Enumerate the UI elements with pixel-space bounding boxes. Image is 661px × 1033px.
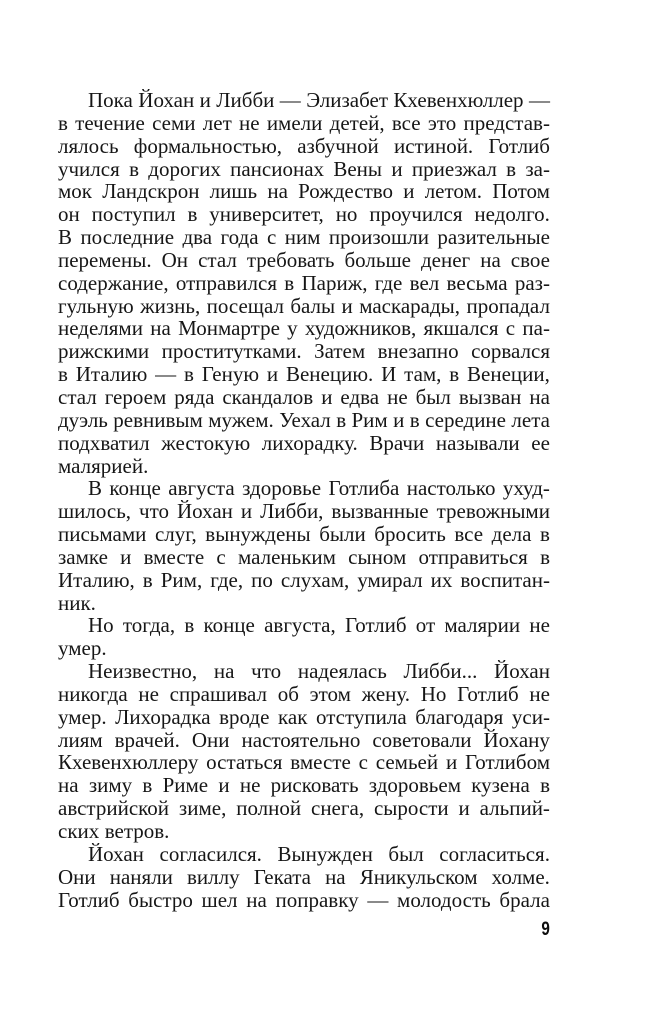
text-line	[58, 820, 550, 843]
word: Ландскрон	[102, 179, 200, 204]
word: и	[391, 156, 403, 181]
word: у	[287, 316, 298, 341]
word: героем	[104, 384, 167, 409]
word: истиной.	[393, 133, 474, 158]
word: воспитан-	[460, 567, 550, 592]
word: Пока	[88, 88, 133, 112]
word: в	[506, 156, 517, 181]
word: свое	[510, 247, 550, 272]
word: лет	[202, 110, 232, 135]
word: был	[388, 841, 424, 866]
word: на	[480, 247, 501, 272]
word: детей,	[329, 110, 385, 135]
word: тогда,	[122, 613, 176, 638]
word: на	[150, 316, 171, 341]
word: Йохан	[176, 499, 233, 524]
word: Рим	[351, 407, 388, 432]
word: вел	[409, 270, 440, 295]
text-line	[58, 432, 550, 455]
word: с	[358, 750, 368, 775]
word: Италию	[75, 362, 148, 387]
word: не	[387, 384, 408, 409]
text-line	[58, 112, 550, 135]
word: два	[182, 225, 213, 250]
word: Монмартре	[178, 316, 280, 341]
text-line	[58, 683, 550, 706]
text-line	[58, 546, 550, 569]
word: летом.	[424, 179, 483, 204]
word: он	[58, 202, 80, 227]
word: маленьким	[237, 544, 336, 569]
word: в	[58, 110, 68, 135]
word: августа	[168, 476, 235, 501]
word: весьма	[446, 270, 508, 295]
text-line	[58, 135, 550, 158]
word: и	[266, 362, 279, 387]
word: этом	[309, 681, 351, 706]
word: Готлиб	[488, 133, 550, 158]
word: дорогих	[148, 156, 221, 181]
word: маскарады,	[359, 293, 461, 318]
word: австрийской	[58, 796, 170, 821]
word: был	[415, 384, 451, 409]
word: Италию,	[58, 567, 135, 592]
text-line	[58, 523, 550, 546]
word: Йохан	[138, 88, 195, 112]
page-number: 9	[541, 918, 550, 940]
word: не	[239, 110, 260, 135]
word: жену.	[361, 681, 411, 706]
text-line	[58, 226, 550, 249]
word: Венецию.	[285, 362, 374, 387]
word: что	[251, 659, 282, 684]
word: вроде	[219, 704, 270, 729]
word: Йохану	[483, 727, 550, 752]
word: дуэль	[58, 407, 108, 432]
word: произошли	[328, 225, 429, 250]
text-line	[58, 455, 550, 478]
word: на	[529, 384, 550, 409]
word: Но	[88, 613, 114, 638]
text-line	[58, 386, 550, 409]
word: Они	[58, 864, 96, 889]
text-line	[58, 614, 550, 637]
word: Йохан	[88, 841, 144, 866]
word: брала	[499, 887, 550, 912]
word: на	[246, 887, 267, 912]
text-line	[58, 158, 550, 181]
word: художников,	[304, 316, 417, 341]
word: недолго.	[474, 202, 550, 227]
text-line	[58, 866, 550, 889]
word: слухам,	[280, 567, 350, 592]
word: лялось	[58, 133, 119, 158]
word: как	[278, 704, 308, 729]
word: на	[213, 659, 235, 684]
word: сыном	[348, 544, 407, 569]
word: и	[393, 407, 405, 432]
word: быстро	[128, 887, 193, 912]
word: что	[139, 499, 169, 524]
word: подхватил	[58, 430, 150, 455]
word: Лихорадка	[115, 704, 211, 729]
word: с	[505, 316, 516, 341]
word: учился	[58, 156, 120, 181]
word: это	[427, 110, 457, 135]
word: Неизвестно,	[88, 659, 198, 684]
word: И	[381, 362, 397, 387]
word: не	[138, 681, 159, 706]
word: их	[430, 567, 453, 592]
paragraph	[58, 843, 550, 912]
word: Готлиб	[58, 887, 120, 912]
word: Элизабет	[306, 88, 389, 112]
word: и	[403, 179, 415, 204]
word: внезапно	[377, 339, 459, 364]
word: и	[240, 499, 253, 524]
word: с	[216, 544, 226, 569]
text-line	[58, 363, 550, 386]
word: в	[540, 522, 550, 547]
word: спрашивал	[169, 681, 268, 706]
word: конце	[203, 613, 255, 638]
text-line	[58, 569, 550, 592]
word: Он	[161, 247, 189, 272]
word: Вены	[333, 156, 383, 181]
word: ских	[58, 819, 100, 843]
word: и	[218, 773, 230, 798]
word: об	[277, 681, 299, 706]
word: и	[199, 88, 211, 112]
word: и	[445, 750, 458, 775]
word: зиму	[88, 773, 133, 798]
word: ряда	[174, 384, 215, 409]
word: Готлиба	[328, 476, 400, 501]
word: балы	[290, 293, 336, 318]
word: Париж,	[301, 270, 368, 295]
word: лета	[511, 407, 550, 432]
text-line	[58, 706, 550, 729]
word: —	[528, 88, 550, 112]
text-line	[58, 340, 550, 363]
word: благодаря	[415, 704, 504, 729]
word: по	[251, 567, 273, 592]
word: ник.	[58, 590, 96, 615]
word: Яникульском	[359, 864, 478, 889]
word: неделями	[58, 316, 143, 341]
word: содержание,	[58, 270, 169, 295]
word: гульную	[58, 293, 134, 318]
word: остаться	[206, 750, 283, 775]
word: виллу	[187, 864, 240, 889]
text-line	[58, 774, 550, 797]
word: там,	[404, 362, 442, 387]
word: Либби	[216, 88, 275, 112]
word: Геката	[253, 864, 311, 889]
word: университет,	[209, 202, 324, 227]
word: вместе	[143, 544, 205, 569]
word: на	[267, 179, 288, 204]
word: советовали	[372, 727, 472, 752]
word: больше	[344, 247, 411, 272]
word: формальностью,	[133, 133, 283, 158]
text-line	[58, 500, 550, 523]
text-line	[58, 180, 550, 203]
word: в	[142, 567, 153, 592]
word: в	[449, 362, 460, 387]
word: Потом	[492, 179, 550, 204]
word: —	[279, 88, 301, 112]
word: в	[142, 773, 153, 798]
word: в	[183, 362, 194, 387]
word: кузена	[471, 773, 530, 798]
word: скандалов	[222, 384, 314, 409]
word: Либби,	[260, 499, 324, 524]
word: врачей.	[114, 727, 180, 752]
text-line	[58, 592, 550, 615]
word: отправиться	[418, 544, 528, 569]
word: на	[58, 773, 79, 798]
word: уси-	[511, 704, 550, 729]
word: семьей	[375, 750, 439, 775]
word: Они	[191, 727, 230, 752]
word: рисковать	[270, 773, 359, 798]
word: рижскими	[58, 339, 150, 364]
word: денег	[420, 247, 471, 272]
word: на	[325, 864, 346, 889]
word: ее	[531, 430, 550, 455]
text-line	[58, 889, 550, 912]
word: снега,	[311, 796, 365, 821]
word: ним	[284, 225, 321, 250]
word: года	[220, 225, 259, 250]
word: перемены.	[58, 247, 152, 272]
text-line	[58, 477, 550, 500]
text-line	[58, 295, 550, 318]
word: представ-	[463, 110, 550, 135]
word: никогда	[58, 681, 128, 706]
word: называли	[435, 430, 520, 455]
word: молодость	[397, 887, 491, 912]
paragraph	[58, 660, 550, 843]
word: —	[155, 362, 177, 387]
word: разительные	[437, 225, 550, 250]
word: ревнивым	[113, 407, 203, 432]
word: Уехал	[279, 407, 331, 432]
word: холме.	[491, 864, 550, 889]
word: ветров.	[104, 819, 170, 843]
word: в	[336, 407, 347, 432]
word: малярией.	[58, 453, 149, 478]
word: проститутками.	[161, 339, 302, 364]
text-line	[58, 751, 550, 774]
word: но	[335, 202, 358, 227]
word: В	[58, 225, 73, 250]
word: тревожными	[436, 499, 550, 524]
word: мок	[58, 179, 92, 204]
word: вынуждены	[205, 522, 311, 547]
word: дела	[491, 522, 532, 547]
word: где,	[210, 567, 244, 592]
word: бросить	[374, 522, 446, 547]
text-line	[58, 272, 550, 295]
word: Венеции,	[467, 362, 550, 387]
word: и	[458, 796, 470, 821]
word: не	[239, 773, 261, 798]
word: лишь	[209, 179, 258, 204]
word: в	[187, 202, 198, 227]
word: Геную	[201, 362, 260, 387]
word: умер.	[58, 636, 107, 661]
word: конце	[109, 476, 161, 501]
word: и	[120, 544, 132, 569]
word: не	[529, 613, 550, 638]
text-line	[58, 317, 550, 340]
word: в	[540, 773, 550, 798]
word: и	[321, 384, 333, 409]
word: малярии	[444, 613, 521, 638]
word: Рим,	[160, 567, 203, 592]
word: поправку	[275, 887, 359, 912]
word: умирал	[357, 567, 423, 592]
word: письмами	[58, 522, 147, 547]
word: Готлибом	[465, 750, 550, 775]
word: сырости	[373, 796, 449, 821]
word: азбучной	[297, 133, 379, 158]
text-line	[58, 729, 550, 752]
word: в	[129, 156, 139, 181]
word: имели	[266, 110, 323, 135]
word: Готлиб	[457, 681, 519, 706]
word: ухуд-	[502, 476, 550, 501]
word: якшался	[423, 316, 499, 341]
word: Кхевенхюллер	[393, 88, 524, 112]
word: в	[540, 544, 550, 569]
text-line	[58, 843, 550, 866]
word: едва	[340, 384, 380, 409]
word: лихорадку.	[261, 430, 358, 455]
word: Затем	[314, 339, 366, 364]
word: шилось,	[58, 499, 132, 524]
word: вызванные	[331, 499, 429, 524]
word: пансионах	[230, 156, 325, 181]
word: в	[58, 362, 68, 387]
word: в	[409, 407, 420, 432]
word: раз-	[514, 270, 550, 295]
word: Вынужден	[277, 841, 373, 866]
word: вместе	[290, 750, 351, 775]
word: сорвался	[471, 339, 550, 364]
word: в	[284, 270, 295, 295]
text-line	[58, 203, 550, 226]
word: Но	[420, 681, 447, 706]
word: замке	[58, 544, 108, 569]
paragraph	[58, 477, 550, 614]
paragraph	[58, 614, 550, 660]
word: в	[184, 613, 195, 638]
word: шел	[201, 887, 238, 912]
word: поступил	[91, 202, 176, 227]
word: слуг,	[154, 522, 197, 547]
word: —	[367, 887, 389, 912]
word: все	[454, 522, 484, 547]
word: па-	[522, 316, 550, 341]
word: середине	[425, 407, 506, 432]
word: Йохан	[494, 659, 550, 684]
word: надеялась	[297, 659, 387, 684]
text-line	[58, 89, 550, 112]
word: августа,	[264, 613, 336, 638]
word: отступила	[316, 704, 407, 729]
word: приезжал	[411, 156, 497, 181]
paragraph	[58, 89, 550, 477]
word: полной	[236, 796, 302, 821]
word: зиме,	[178, 796, 227, 821]
word: последние	[80, 225, 175, 250]
text-line	[58, 249, 550, 272]
word: от	[415, 613, 436, 638]
word: лиям	[58, 727, 103, 752]
word: не	[529, 681, 550, 706]
text-block	[58, 89, 550, 911]
word: вызван	[458, 384, 522, 409]
word: согласиться.	[439, 841, 550, 866]
word: стал	[58, 384, 97, 409]
text-line	[58, 660, 550, 683]
word: настоятельно	[241, 727, 361, 752]
text-line	[58, 409, 550, 432]
word: все	[391, 110, 421, 135]
word: требовать	[246, 247, 335, 272]
word: проучился	[369, 202, 463, 227]
word: мужем.	[208, 407, 274, 432]
word: Либби...	[403, 659, 478, 684]
word: стал	[198, 247, 237, 272]
word: наняли	[109, 864, 173, 889]
word: и	[341, 293, 353, 318]
word: Рождество	[298, 179, 394, 204]
text-line	[58, 637, 550, 660]
word: Врачи	[369, 430, 425, 455]
word: настолько	[406, 476, 496, 501]
text-line	[58, 797, 550, 820]
word: за-	[525, 156, 550, 181]
word: жизнь,	[140, 293, 201, 318]
word: Готлиб	[344, 613, 407, 638]
word: согласился.	[159, 841, 262, 866]
word: где	[374, 270, 403, 295]
word: здоровье	[242, 476, 322, 501]
word: с	[266, 225, 277, 250]
word: были	[319, 522, 366, 547]
word: посещал	[206, 293, 284, 318]
word: семи	[152, 110, 196, 135]
word: пропадал	[466, 293, 550, 318]
word: В	[88, 476, 103, 501]
word: Кхевенхюллеру	[58, 750, 199, 775]
word: Риме	[162, 773, 209, 798]
word: умер.	[58, 704, 107, 729]
word: отправился	[175, 270, 277, 295]
word: течение	[75, 110, 145, 135]
word: альпий-	[479, 796, 550, 821]
word: здоровьем	[368, 773, 461, 798]
word: жестокую	[161, 430, 251, 455]
